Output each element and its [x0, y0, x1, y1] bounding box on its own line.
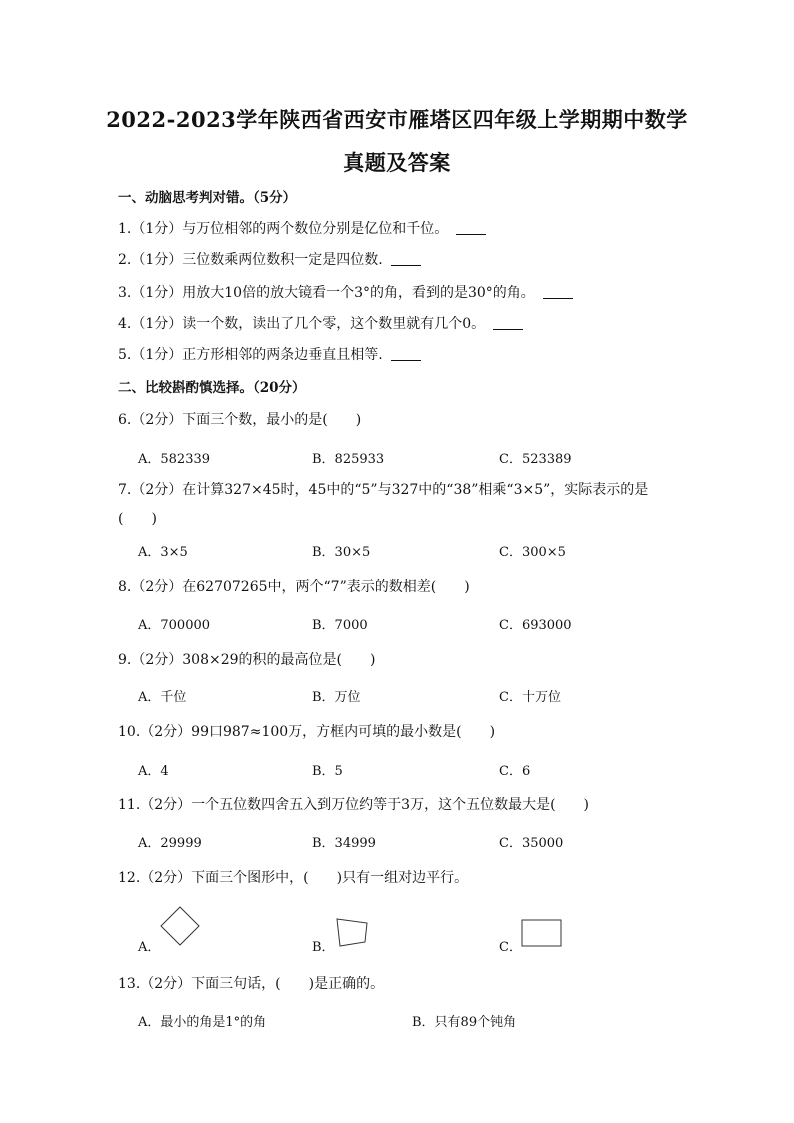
- q12-option-a[interactable]: A．: [138, 940, 161, 955]
- answer-blank[interactable]: [456, 233, 486, 235]
- q10-option-b[interactable]: B．5: [312, 764, 343, 779]
- q7-option-b[interactable]: B．30×5: [312, 545, 371, 560]
- question-12: 12.（2分）下面三个图形中，( )只有一组对边平行。: [118, 870, 469, 886]
- question-4-text: 4.（1分）读一个数，读出了几个零，这个数里就有几个0。: [118, 316, 486, 332]
- answer-blank[interactable]: [493, 328, 523, 330]
- q10-option-c[interactable]: C．6: [499, 764, 531, 779]
- q10-option-a[interactable]: A．4: [138, 764, 169, 779]
- question-13: 13.（2分）下面三句话，( )是正确的。: [118, 976, 385, 992]
- document-title-line1: 2022-2023学年陕西省西安市雁塔区四年级上学期期中数学: [106, 107, 688, 132]
- q13-option-b[interactable]: B．只有89个钝角: [412, 1015, 517, 1030]
- q8-option-b[interactable]: B．7000: [312, 618, 368, 633]
- question-3-text: 3.（1分）用放大10倍的放大镜看一个3°的角，看到的是30°的角。: [118, 285, 535, 301]
- q6-option-a[interactable]: A．582339: [138, 452, 211, 467]
- q9-option-b[interactable]: B．万位: [312, 690, 361, 705]
- question-5: [118, 344, 421, 364]
- answer-blank[interactable]: [391, 359, 421, 361]
- answer-blank[interactable]: [543, 297, 573, 299]
- q13-option-a[interactable]: A．最小的角是1°的角: [138, 1015, 267, 1030]
- q11-option-b[interactable]: B．34999: [312, 836, 376, 851]
- question-6: 6.（2分）下面三个数，最小的是( ): [118, 412, 362, 428]
- q9-option-c[interactable]: C．十万位: [499, 690, 561, 705]
- q9-option-a[interactable]: A．千位: [138, 690, 187, 705]
- q8-option-a[interactable]: A．700000: [138, 618, 211, 633]
- question-5-text: 5.（1分）正方形相邻的两条边垂直且相等.: [118, 347, 383, 363]
- q8-option-c[interactable]: C．693000: [499, 618, 572, 633]
- question-2: [118, 249, 421, 269]
- question-4: [118, 313, 523, 333]
- q11-option-c[interactable]: C．35000: [499, 836, 564, 851]
- document-title-line2: 真题及答案: [343, 150, 451, 175]
- answer-blank[interactable]: [391, 264, 421, 266]
- q6-option-c[interactable]: C．523389: [499, 452, 572, 467]
- rectangle-shape: [520, 918, 564, 948]
- question-11: 11.（2分）一个五位数四舍五入到万位约等于3万，这个五位数最大是( ): [118, 797, 590, 813]
- question-10: 10.（2分）99口987≈100万，方框内可填的最小数是( ): [118, 724, 496, 740]
- question-9: 9.（2分）308×29的积的最高位是( ): [118, 652, 376, 668]
- question-8: 8.（2分）在62707265中，两个“7”表示的数相差( ): [118, 579, 470, 595]
- section1-heading: 一、动脑思考判对错。（5分）: [118, 190, 297, 206]
- q7-option-a[interactable]: A．3×5: [138, 545, 188, 560]
- rhombus-shape: [160, 905, 202, 947]
- q7-option-c[interactable]: C．300×5: [499, 545, 566, 560]
- q11-option-a[interactable]: A．29999: [138, 836, 202, 851]
- question-1-text: 1.（1分）与万位相邻的两个数位分别是亿位和千位。: [118, 221, 449, 237]
- question-1: [118, 218, 486, 238]
- section2-heading: 二、比较斟酌慎选择。（20分）: [118, 380, 306, 396]
- question-3: [118, 282, 573, 302]
- question-2-text: 2.（1分）三位数乘两位数积一定是四位数.: [118, 252, 383, 268]
- question-7: 7.（2分）在计算327×45时，45中的“5”与327中的“38”相乘“3×5”，实际表示的是: [118, 482, 649, 498]
- q6-option-b[interactable]: B．825933: [312, 452, 385, 467]
- q12-option-b[interactable]: B．: [312, 940, 335, 955]
- question-7-blank: ( ): [118, 511, 157, 527]
- trapezoid-shape: [333, 915, 373, 949]
- q12-option-c[interactable]: C．: [499, 940, 522, 955]
